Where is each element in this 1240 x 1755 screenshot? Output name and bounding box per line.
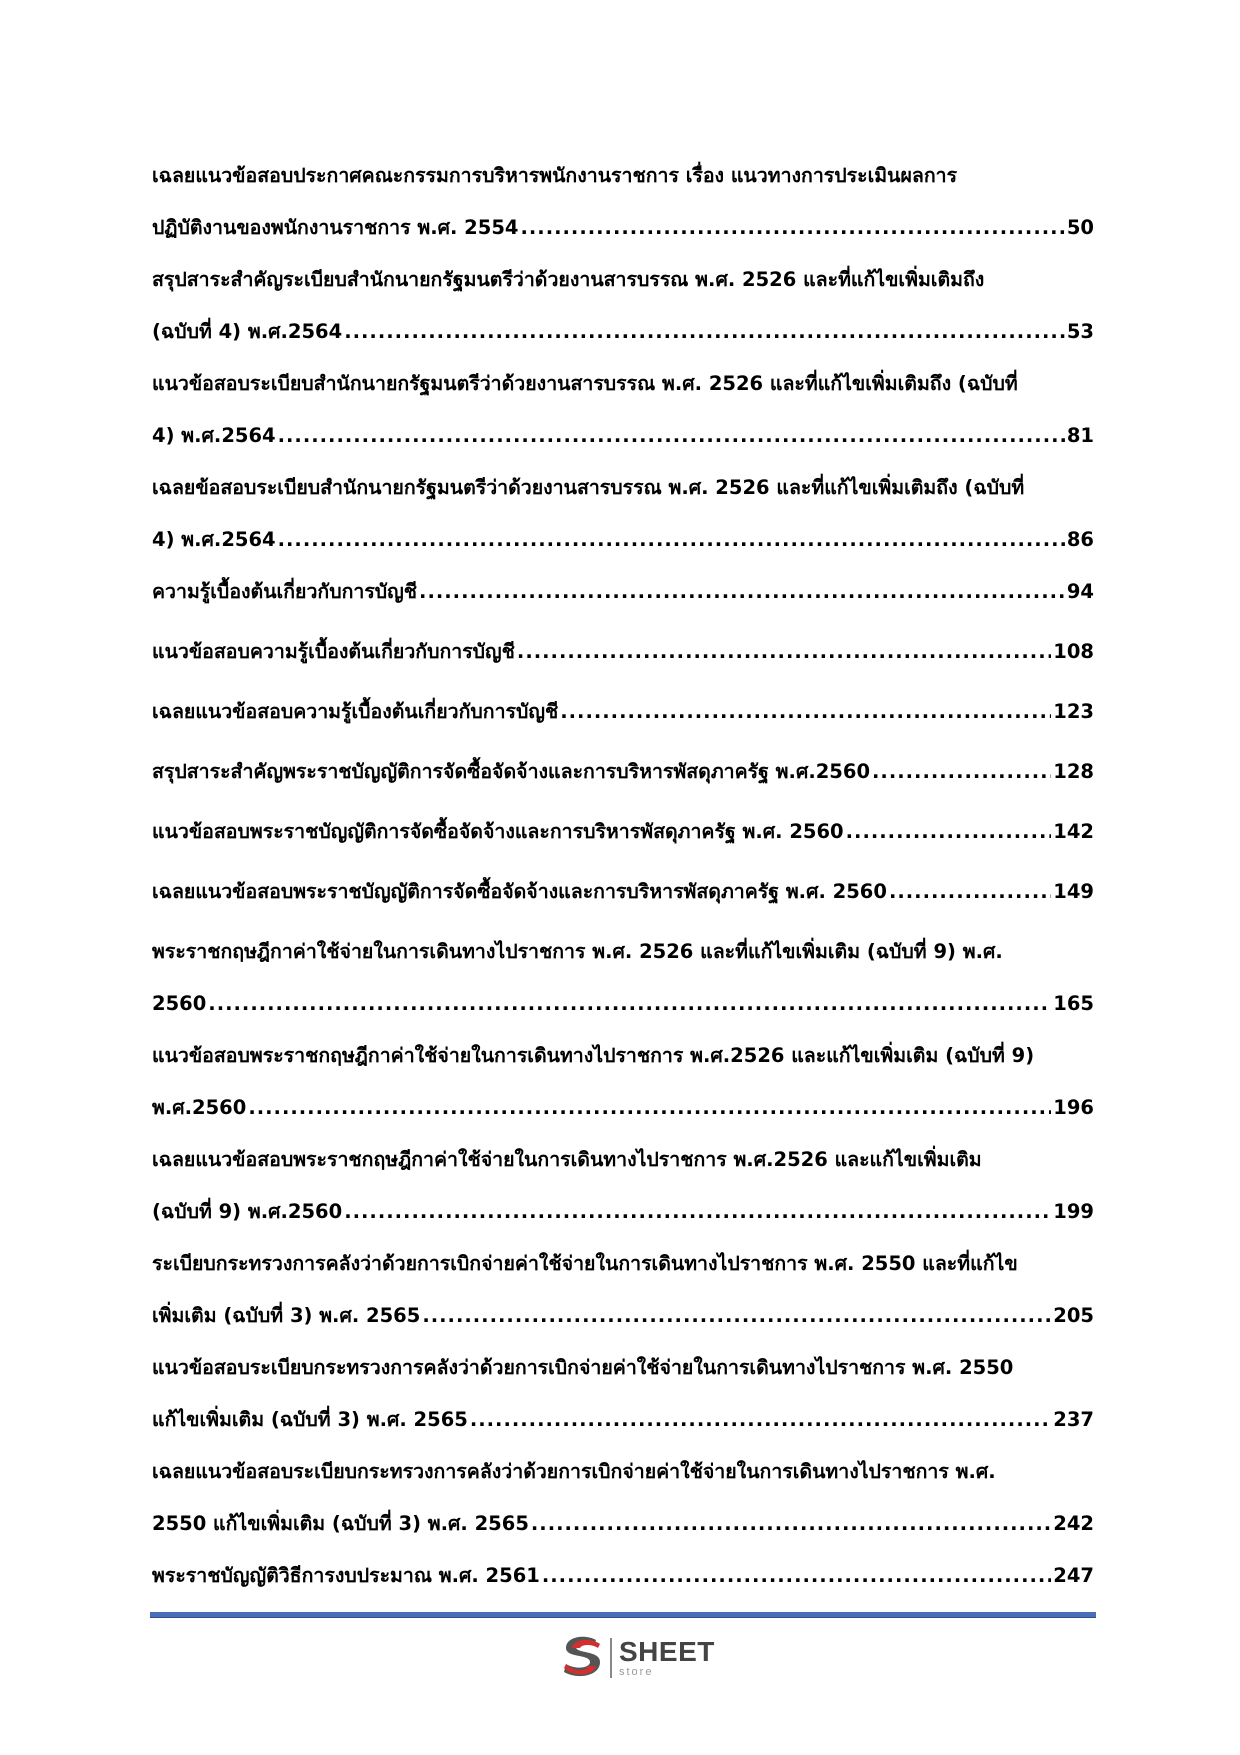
sheet-store-logo [560,1632,740,1684]
toc-leader-dots [344,306,1065,358]
toc-entry[interactable] [152,1550,1094,1602]
toc-entry[interactable] [152,1446,1094,1550]
toc-page-number: 94 [1066,580,1094,603]
toc-entry-title: (ฉบับที่ 9) พ.ศ.2560 [152,1200,343,1223]
toc-leader-dots [872,746,1051,798]
toc-page-number: 108 [1053,640,1094,663]
toc-entry-line [152,150,1094,202]
toc-entry-title: ปฏิบัติงานของพนักงานราชการ พ.ศ. 2554 [152,216,519,239]
toc-page-number: 205 [1053,1304,1094,1327]
toc-entry-line [152,978,1094,1030]
toc-entry[interactable] [152,926,1094,1030]
toc-entry-title: แนวข้อสอบระเบียบสำนักนายกรัฐมนตรีว่าด้วยงานสารบรรณ พ.ศ. 2526 และที่แก้ไขเพิ่มเติมถึง (ฉบับที่ [152,372,1018,395]
toc-leader-dots [517,626,1051,678]
toc-entry-line [152,806,1094,858]
toc-entry-line [152,462,1094,514]
toc-entry-line [152,1134,1094,1186]
logo-wordmark: SHEET [619,1636,715,1667]
toc-page-number: 53 [1066,320,1094,343]
toc-entry[interactable] [152,1342,1094,1446]
toc-entry[interactable] [152,462,1094,566]
toc-entry-title: สรุปสาระสำคัญระเบียบสำนักนายกรัฐมนตรีว่าด้วยงานสารบรรณ พ.ศ. 2526 และที่แก้ไขเพิ่มเติมถึง [152,268,985,291]
toc-entry[interactable] [152,358,1094,462]
toc-entry[interactable] [152,1238,1094,1342]
toc-entry-title: เฉลยข้อสอบระเบียบสำนักนายกรัฐมนตรีว่าด้วยงานสารบรรณ พ.ศ. 2526 และที่แก้ไขเพิ่มเติมถึง (ฉบับที่ [152,476,1025,499]
toc-entry-title: แก้ไขเพิ่มเติม (ฉบับที่ 3) พ.ศ. 2565 [152,1408,468,1431]
toc-leader-dots [208,978,1051,1030]
toc-entry[interactable] [152,866,1094,918]
toc-entry-line [152,1498,1094,1550]
toc-entry-line [152,866,1094,918]
toc-entry-title: พ.ศ.2560 [152,1096,247,1119]
toc-leader-dots [846,806,1052,858]
toc-page-number: 199 [1053,1200,1094,1223]
toc-entry-title: (ฉบับที่ 4) พ.ศ.2564 [152,320,343,343]
toc-entry-line [152,1238,1094,1290]
toc-page-number: 247 [1053,1564,1094,1587]
toc-leader-dots [278,410,1065,462]
toc-entry-title: ความรู้เบื้องต้นเกี่ยวกับการบัญชี [152,580,418,603]
toc-page-number: 242 [1053,1512,1094,1535]
toc-page-number: 50 [1066,216,1094,239]
toc-entry-line [152,254,1094,306]
toc-entry-title: พระราชบัญญัติวิธีการงบประมาณ พ.ศ. 2561 [152,1564,540,1587]
sheet-logo-s-icon [560,1634,604,1682]
toc-entry-line [152,514,1094,566]
toc-entry[interactable] [152,746,1094,798]
toc-entry-line [152,626,1094,678]
toc-entry-title: 2560 [152,992,207,1015]
toc-leader-dots [520,202,1064,254]
toc-entry[interactable] [152,1134,1094,1238]
toc-entry-title: 2550 แก้ไขเพิ่มเติม (ฉบับที่ 3) พ.ศ. 2565 [152,1512,529,1535]
table-of-contents [152,150,1094,1610]
toc-entry-line [152,306,1094,358]
toc-leader-dots [344,1186,1051,1238]
toc-entry-line [152,1446,1094,1498]
toc-leader-dots [560,686,1051,738]
toc-entry-line [152,1550,1094,1602]
toc-entry-line [152,746,1094,798]
toc-entry-title: แนวข้อสอบพระราชบัญญัติการจัดซื้อจัดจ้างและการบริหารพัสดุภาครัฐ พ.ศ. 2560 [152,820,844,843]
toc-entry-line [152,1082,1094,1134]
toc-page-number: 128 [1053,760,1094,783]
toc-leader-dots [422,1290,1051,1342]
toc-leader-dots [542,1550,1051,1602]
toc-entry-title: ระเบียบกระทรวงการคลังว่าด้วยการเบิกจ่ายค่าใช้จ่ายในการเดินทางไปราชการ พ.ศ. 2550 และที่แก้ไข [152,1252,1018,1275]
toc-entry-title: เฉลยแนวข้อสอบพระราชกฤษฎีกาค่าใช้จ่ายในการเดินทางไปราชการ พ.ศ.2526 และแก้ไขเพิ่มเติม [152,1148,982,1171]
toc-entry-line [152,1186,1094,1238]
toc-entry-title: 4) พ.ศ.2564 [152,424,276,447]
toc-entry-line [152,1290,1094,1342]
toc-entry-line [152,202,1094,254]
toc-leader-dots [470,1394,1051,1446]
toc-entry-line [152,686,1094,738]
toc-page-number: 237 [1053,1408,1094,1431]
toc-leader-dots [278,514,1065,566]
toc-entry-title: แนวข้อสอบความรู้เบื้องต้นเกี่ยวกับการบัญชี [152,640,515,663]
toc-entry[interactable] [152,254,1094,358]
toc-entry[interactable] [152,806,1094,858]
toc-entry-title: สรุปสาระสำคัญพระราชบัญญัติการจัดซื้อจัดจ้างและการบริหารพัสดุภาครัฐ พ.ศ.2560 [152,760,871,783]
toc-entry-title: เฉลยแนวข้อสอบพระราชบัญญัติการจัดซื้อจัดจ้างและการบริหารพัสดุภาครัฐ พ.ศ. 2560 [152,880,887,903]
toc-entry[interactable] [152,1030,1094,1134]
toc-leader-dots [419,566,1065,618]
toc-entry-line [152,1030,1094,1082]
toc-leader-dots [531,1498,1051,1550]
toc-entry-line [152,1342,1094,1394]
toc-entry-line [152,410,1094,462]
toc-leader-dots [248,1082,1051,1134]
logo-subtext: store [619,1666,654,1678]
toc-entry[interactable] [152,686,1094,738]
toc-page-number: 142 [1053,820,1094,843]
toc-entry-line [152,926,1094,978]
toc-entry-title: เพิ่มเติม (ฉบับที่ 3) พ.ศ. 2565 [152,1304,421,1327]
toc-entry-title: เฉลยแนวข้อสอบระเบียบกระทรวงการคลังว่าด้วยการเบิกจ่ายค่าใช้จ่ายในการเดินทางไปราชการ พ.ศ. [152,1460,996,1483]
toc-entry-line [152,1394,1094,1446]
toc-leader-dots [889,866,1051,918]
toc-page-number: 81 [1066,424,1094,447]
toc-entry-title: พระราชกฤษฎีกาค่าใช้จ่ายในการเดินทางไปราชการ พ.ศ. 2526 และที่แก้ไขเพิ่มเติม (ฉบับที่ 9) พ.ศ. [152,940,1003,963]
toc-entry-title: แนวข้อสอบระเบียบกระทรวงการคลังว่าด้วยการเบิกจ่ายค่าใช้จ่ายในการเดินทางไปราชการ พ.ศ. 2550 [152,1356,1014,1379]
toc-entry-title: 4) พ.ศ.2564 [152,528,276,551]
toc-entry[interactable] [152,626,1094,678]
toc-entry-title: เฉลยแนวข้อสอบประกาศคณะกรรมการบริหารพนักงานราชการ เรื่อง แนวทางการประเมินผลการ [152,164,958,187]
footer-divider [150,1612,1096,1618]
toc-page-number: 123 [1053,700,1094,723]
toc-entry-title: เฉลยแนวข้อสอบความรู้เบื้องต้นเกี่ยวกับการบัญชี [152,700,559,723]
toc-page-number: 196 [1053,1096,1094,1119]
toc-entry-line [152,358,1094,410]
toc-entry[interactable] [152,566,1094,618]
toc-page-number: 149 [1053,880,1094,903]
toc-page-number: 165 [1053,992,1094,1015]
toc-entry-line [152,566,1094,618]
toc-page-number: 86 [1066,528,1094,551]
toc-entry-title: แนวข้อสอบพระราชกฤษฎีกาค่าใช้จ่ายในการเดินทางไปราชการ พ.ศ.2526 และแก้ไขเพิ่มเติม (ฉบับที่ 9) [152,1044,1035,1067]
toc-entry[interactable] [152,150,1094,254]
